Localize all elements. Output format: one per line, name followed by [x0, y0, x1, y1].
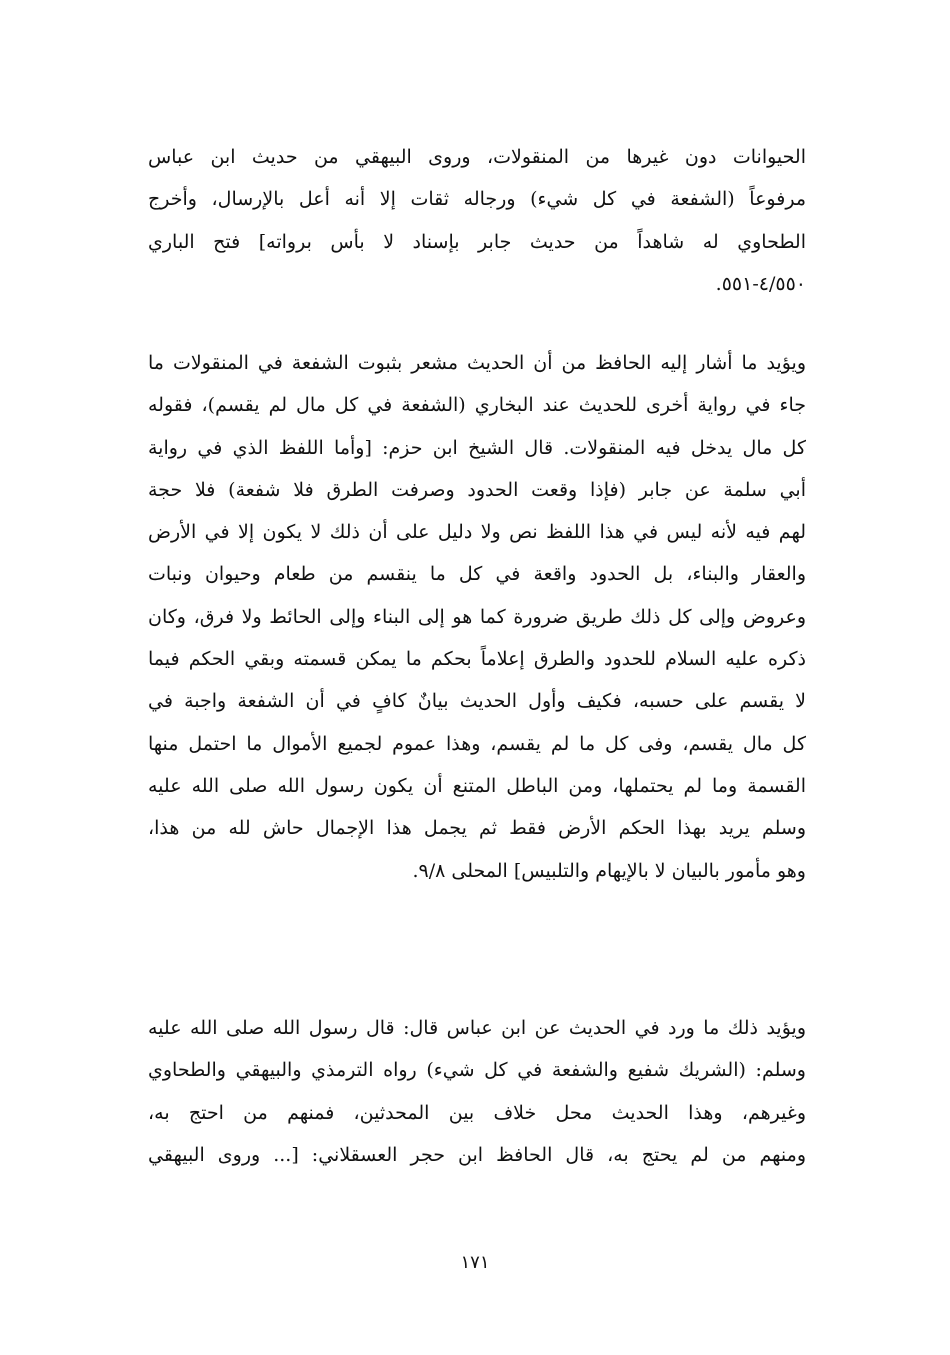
- text-line: وسلم يريد بهذا الحكم الأرض فقط ثم يجمل هذا الإجمال حاش لله من هذا،: [148, 817, 806, 840]
- text-line: ويؤيد ما أشار إليه الحافظ من أن الحديث مشعر بثبوت الشفعة في المنقولات ما: [148, 352, 806, 374]
- text-line: أبي سلمة عن جابر (فإذا وقعت الحدود وصرفت الطرق فلا شفعة) فلا حجة: [148, 478, 806, 501]
- text-line: القسمة وما لم يحتملها، ومن الباطل المتنع أن يكون رسول الله صلى الله عليه: [148, 774, 806, 797]
- text-line: الحيوانات دون غيرها من المنقولات، وروى البيهقي من حديث ابن عباس: [148, 146, 806, 168]
- text-line: ذكره عليه السلام للحدود والطرق إعلاماً بحكم ما يمكن قسمته وبقي الحكم فيما: [148, 648, 806, 671]
- text-line: وعروض وإلى كل ذلك طريق ضرورة كما هو إلى البناء وإلى الحائط ولا فرق، وكان: [148, 605, 806, 628]
- text-line: ومنهم من لم يحتج به، قال الحافظ ابن حجر العسقلاني: [... وروى البيهقي: [148, 1143, 806, 1166]
- paragraph-3: [148, 1007, 806, 1176]
- text-line: كل مال يقسم، وفى كل ما لم يقسم، وهذا عموم لجميع الأموال ما احتمل منها: [148, 732, 806, 755]
- text-line: وهو مأمور بالبيان لا بالإيهام والتلبيس] المحلى ٩/٨.: [412, 859, 806, 882]
- text-line: والعقار والبناء، بل الحدود واقعة في كل ما ينقسم من طعام وحيوان ونبات: [148, 563, 806, 586]
- text-line: لا يقسم على حسبه، فكيف وأول الحديث بيانٌ كافٍ في أن الشفعة واجبة في: [148, 690, 806, 713]
- paragraph-1: [148, 136, 806, 305]
- page-number: ١٧١: [460, 1252, 490, 1273]
- text-line: مرفوعاً (الشفعة في كل شيء) ورجاله ثقات إلا أنه أعل بالإرسال، وأخرج: [148, 188, 806, 211]
- text-line: الطحاوي له شاهداً من حديث جابر بإسناد لا بأس برواته] فتح الباري: [148, 230, 806, 253]
- text-line: جاء في رواية أخرى للحديث عند البخاري (الشفعة في كل مال لم يقسم)، فقوله: [148, 394, 806, 417]
- text-line: لهم فيه لأنه ليس في هذا اللفظ نص ولا دليل على أن ذلك لا يكون إلا في الأرض: [148, 521, 806, 544]
- text-line: ٤/٥٥٠-٥٥١.: [715, 272, 806, 295]
- paragraph-2: [148, 342, 806, 892]
- text-line: وسلم: (الشريك شفيع والشفعة في كل شيء) رواه الترمذي والبيهقي والطحاوي: [148, 1059, 806, 1082]
- text-line: وغيرهم، وهذا الحديث محل خلاف بين المحدثين، فمنهم من احتج به،: [148, 1101, 806, 1124]
- text-line: ويؤيد ذلك ما ورد في الحديث عن ابن عباس قال: قال رسول الله صلى الله عليه: [148, 1017, 806, 1039]
- text-line: كل مال يدخل فيه المنقولات. قال الشيخ ابن حزم: [وأما اللفظ الذي في رواية: [148, 436, 806, 459]
